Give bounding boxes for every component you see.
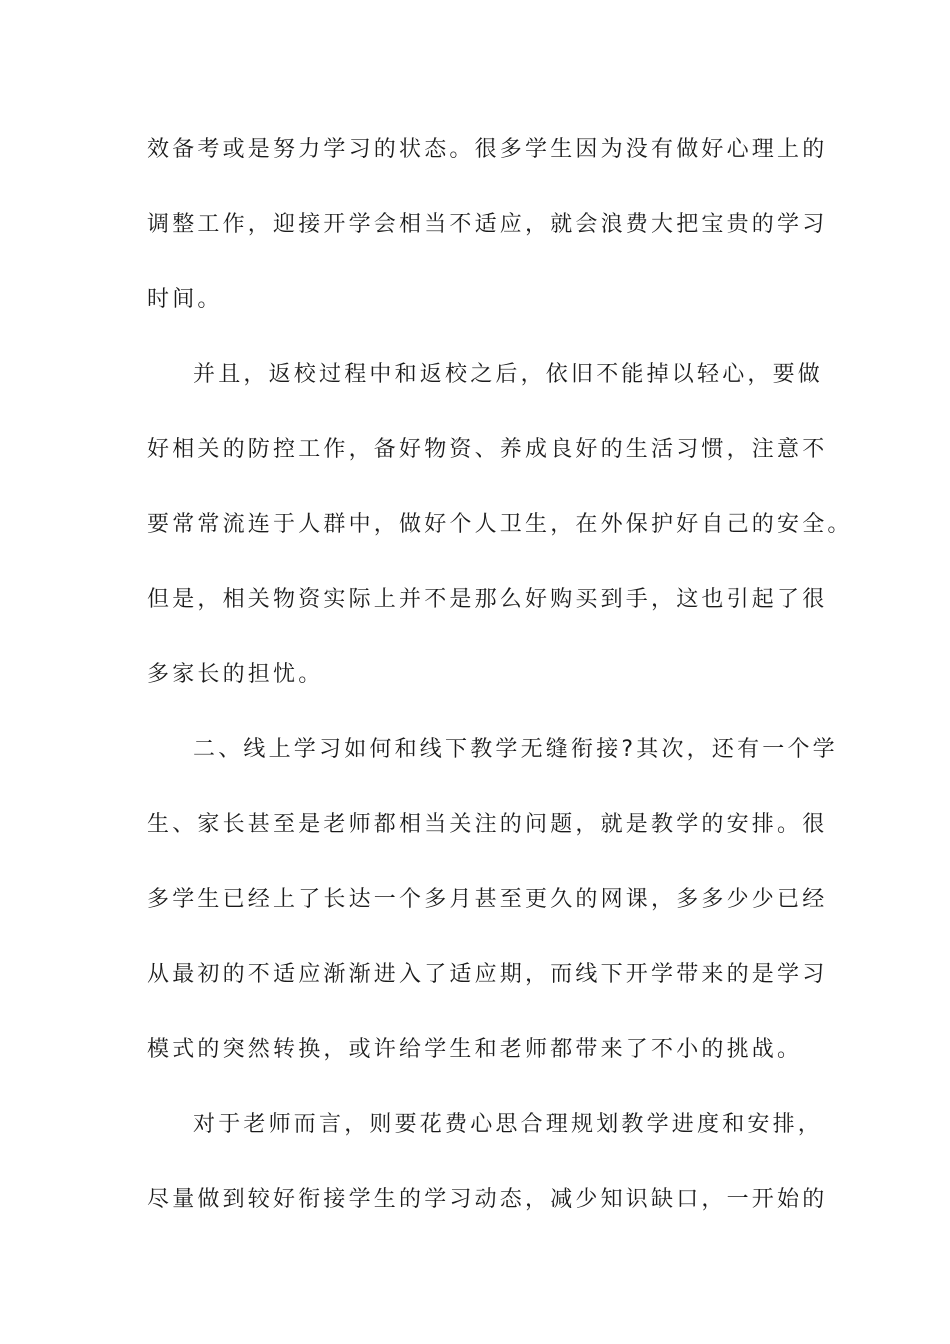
text-line: 模式的突然转换，或许给学生和老师都带来了不小的挑战。 [147,1037,803,1062]
text-line: 从最初的不适应渐渐进入了适应期，而线下开学带来的是学习 [147,962,828,987]
text-line: 时间。 [147,287,223,312]
text-line: 好相关的防控工作，备好物资、养成良好的生活习惯，注意不 [147,437,828,462]
text-line: 调整工作，迎接开学会相当不适应，就会浪费大把宝贵的学习 [147,212,828,237]
text-line: 但是，相关物资实际上并不是那么好购买到手，这也引起了很 [147,587,828,612]
paragraph-first-line: 对于老师而言，则要花费心思合理规划教学进度和安排， [193,1112,824,1137]
text-line: 生、家长甚至是老师都相当关注的问题，就是教学的安排。很 [147,812,828,837]
paragraph-first-line: 二、线上学习如何和线下教学无缝衔接?其次，还有一个学 [193,737,838,762]
text-line: 多学生已经上了长达一个多月甚至更久的网课，多多少少已经 [147,887,828,912]
text-line: 多家长的担忧。 [147,662,324,687]
text-line: 要常常流连于人群中，做好个人卫生，在外保护好自己的安全。 [147,512,853,537]
text-line: 效备考或是努力学习的状态。很多学生因为没有做好心理上的 [147,137,828,162]
paragraph-first-line: 并且，返校过程中和返校之后，依旧不能掉以轻心，要做 [193,362,824,387]
text-line: 尽量做到较好衔接学生的学习动态，减少知识缺口，一开始的 [147,1187,828,1212]
